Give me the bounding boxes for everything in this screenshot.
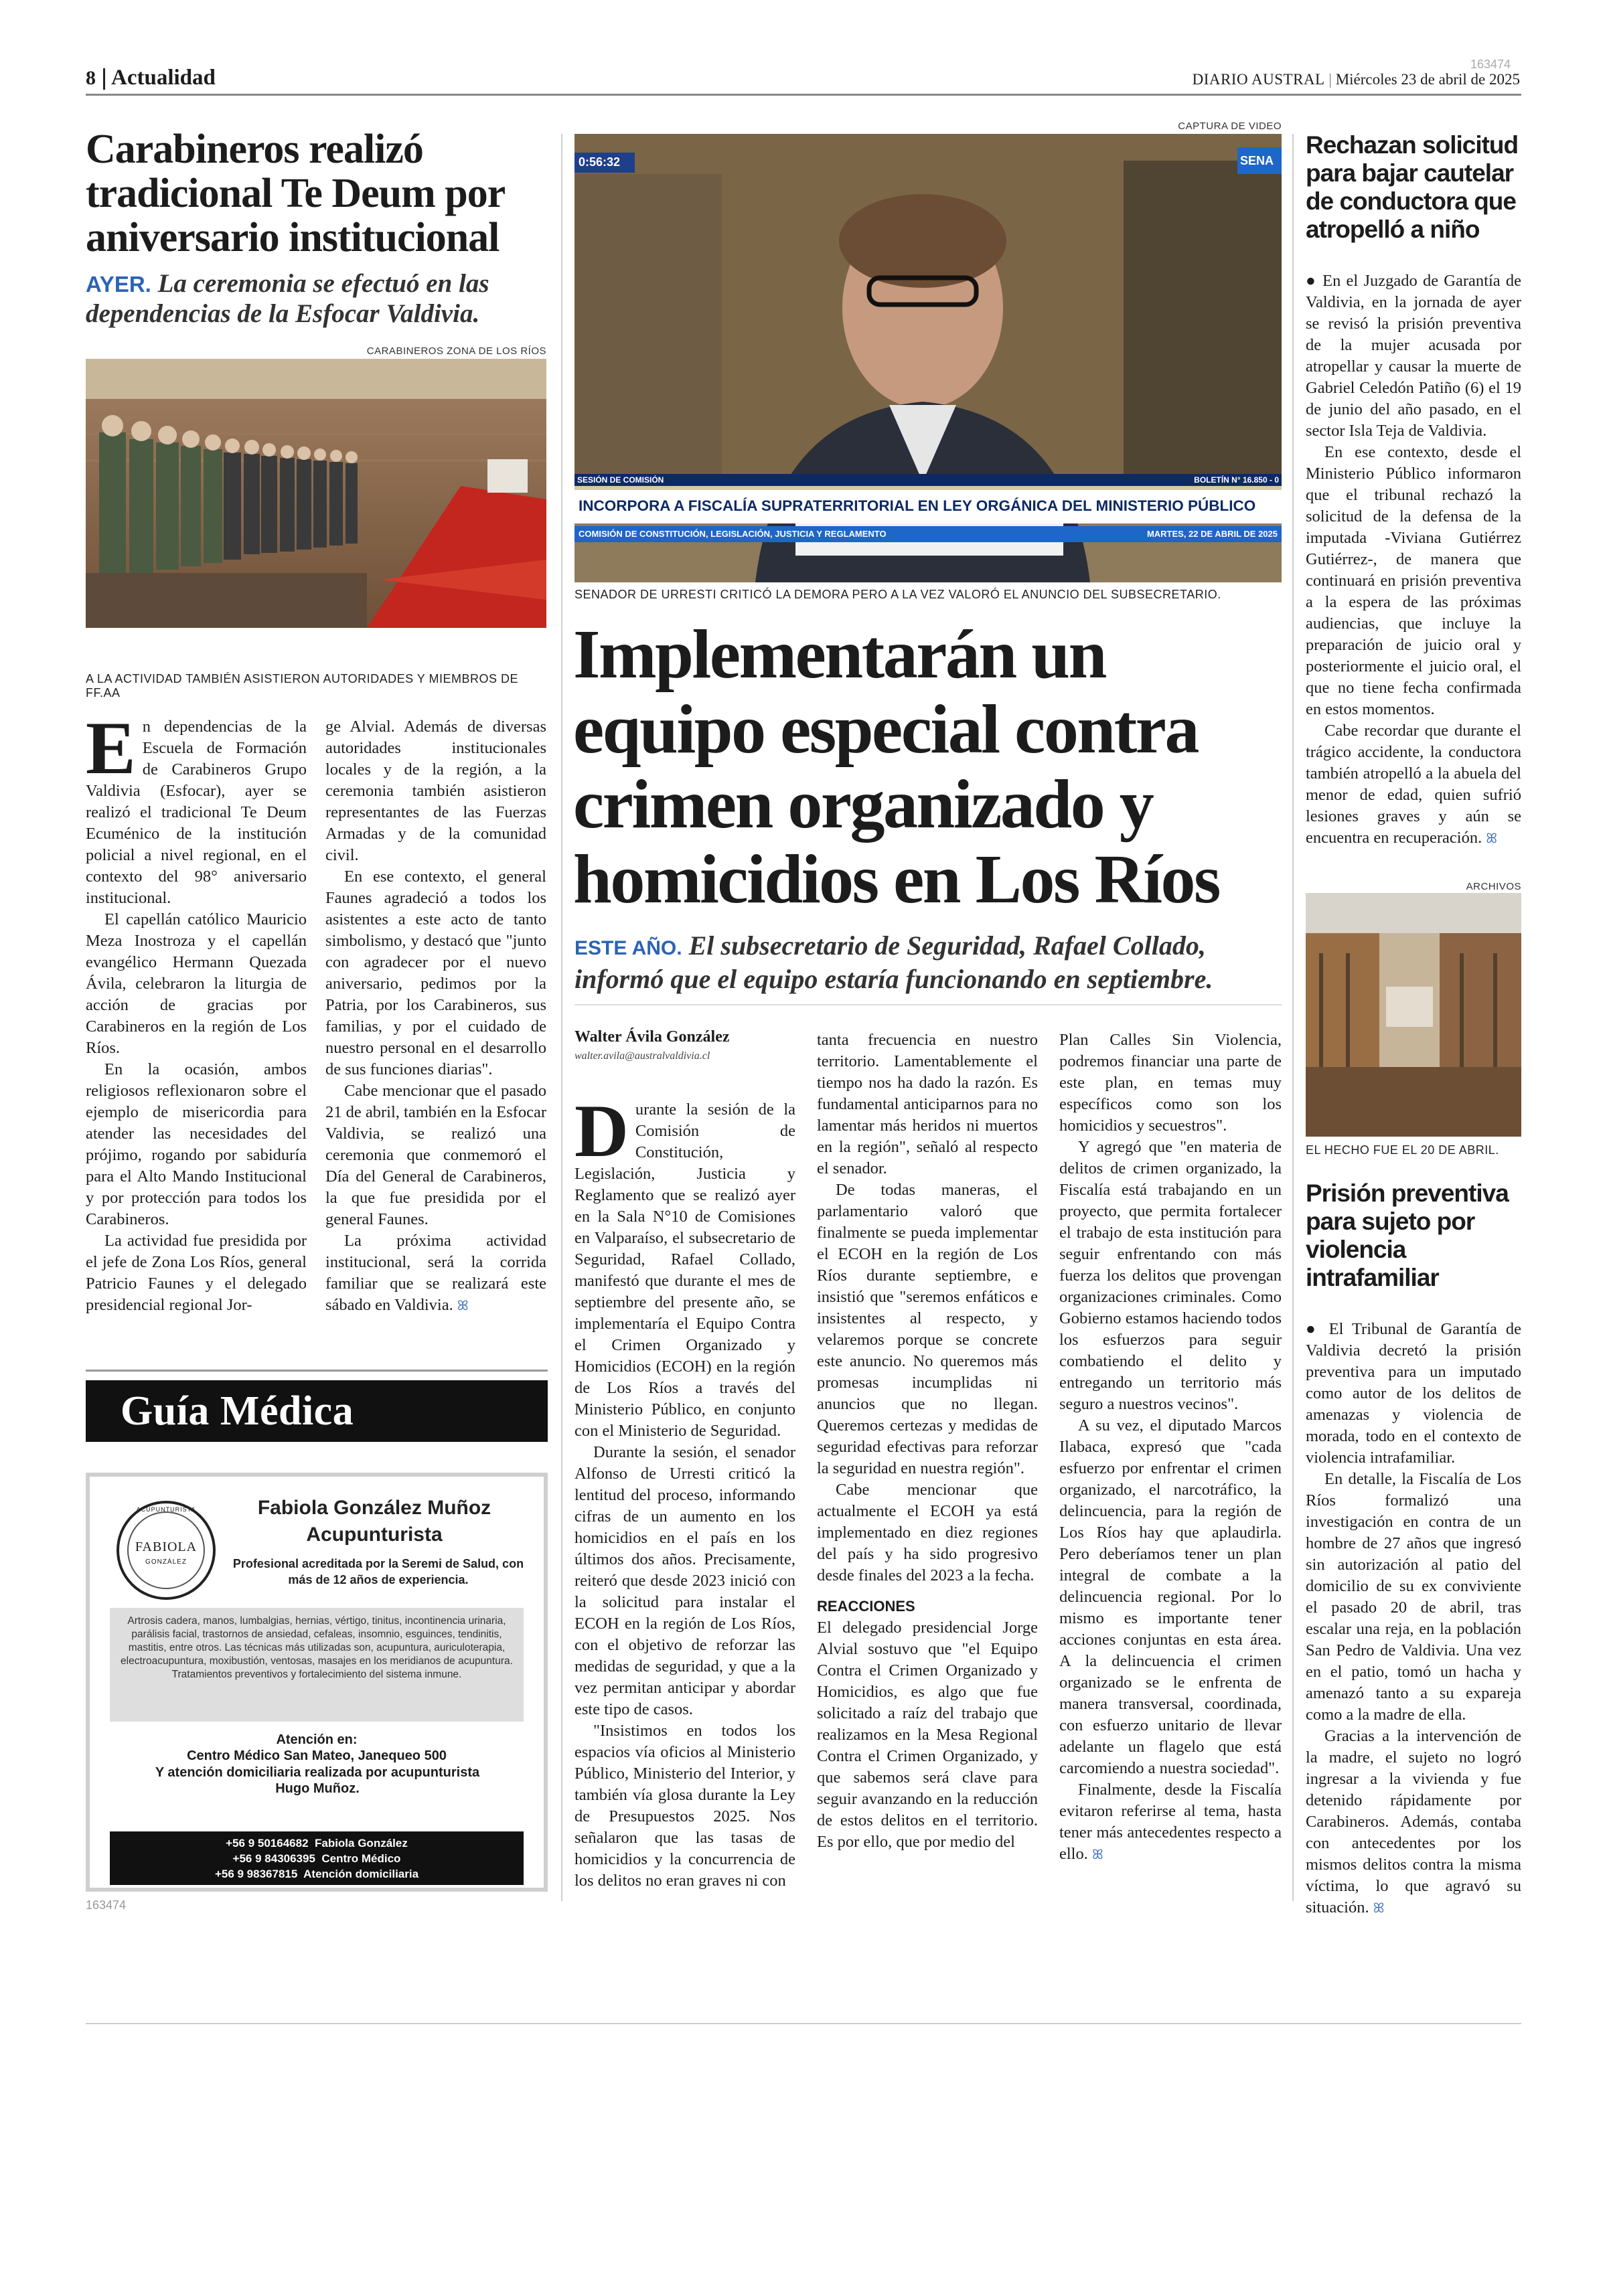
ad-profession: Acupunturista (306, 1524, 443, 1546)
page-number: 8 (86, 67, 96, 89)
left-article-col2 (325, 716, 546, 1317)
left-col2-p4 (325, 1230, 546, 1317)
left-col1-p4: La actividad fue presidida por el jefe de Zona Los Ríos, general Patricio Faunes y el delegado presidencial regional Jor- (86, 1232, 307, 1314)
ad-services (117, 1615, 517, 1682)
guia-banner-text: Guía Médica (121, 1388, 354, 1434)
left-col2-p4-text: La próxima actividad institucional, será la corrida familiar que se realizará este sábado en Valdivia. (325, 1232, 546, 1314)
right-photo-caption: EL HECHO FUE EL 20 DE ABRIL. (1306, 1143, 1499, 1157)
main-col1-p2: Durante la sesión, el senador Alfonso de Urresti criticó la lentitud del proceso, informando cifras de un aumento en los homicidios en el país en los últimos dos años. Precisamente, reiteró que desde 2023 inició con la solicitud para instalar el ECOH en la región de Los Ríos, con el objetivo de reforzar las medidas de seguridad, y que a la vez permitan anticipar y abordar este tipo de casos. (575, 1443, 795, 1718)
section-name: Actualidad (111, 66, 216, 90)
tv-committee: COMISIÓN DE CONSTITUCIÓN, LEGISLACIÓN, JUSTICIA Y REGLAMENTO (579, 529, 887, 539)
left-col1-p2: El capellán católico Mauricio Meza Inostroza y el capellán evangélico Hermann Quezada Ávila, celebraron la liturgia de acción de gracias por Carabineros en la región de Los Ríos. (86, 910, 307, 1057)
main-byline-block (575, 1028, 795, 1062)
ad-logo (117, 1501, 216, 1600)
left-drop-cap: E (86, 707, 136, 790)
main-deck: El subsecretario de Seguridad, Rafael Collado, informó que el equipo estaría funcionando en septiembre. (575, 930, 1213, 994)
tv-session: SESIÓN DE COMISIÓN (577, 475, 664, 485)
main-col1-p1: urante la sesión de la Comisión de Constitución, Legislación, Justicia y Reglamento que se realizó ayer en la Sala N°10 de Comisiones en Valparaíso, el subsecretario de Seguridad, Rafael Collado, manifestó que durante el mes de septiembre del presente año, se implementaría el Equipo Contra el Crimen Organizado y Homicidios (ECOH) en la región de Los Ríos a través del Ministerio Público, en conjunto con el Ministerio de Seguridad. (575, 1100, 795, 1440)
main-col2-p1: tanta frecuencia en nuestro territorio. Lamentablemente el tiempo nos ha dado la razón. Es fundamental anticiparnos para no lamentar más heridos ni muertos en la región", señaló al respecto el senador. (817, 1031, 1038, 1177)
right-bottom-p1 (1306, 1319, 1521, 1469)
main-col2-p2: De todas maneras, el parlamentario valoró que finalmente se pueda implementar el ECOH en la región de Los Ríos durante septiembre, e insistió que "seremos enfáticos e insistentes al respecto, y velaremos porque se concrete este anuncio. No queremos más promesas incumplidas ni anuncios que no llegan. Queremos certezas y medidas de seguridad efectivas para reforzar la seguridad en nuestra región". (817, 1181, 1038, 1477)
ad-services-text2: Tratamientos preventivos y fortalecimiento del sistema inmune. (171, 1669, 462, 1680)
main-col2-p4: El delegado presidencial Jorge Alvial sostuvo que "el Equipo Contra el Crimen Organizado y Homicidios, es algo que fue solicitado a raíz del trabajo que realizamos en la Mesa Regional Contra el Crimen Organizado, y que sabemos será clave para seguir avanzando en la reducción de estos delitos en el territorio. Es por ello, que por medio del (817, 1619, 1038, 1851)
right-bottom-body (1306, 1319, 1521, 1919)
right-top-title: Rechazan solicitud para bajar cautelar de conductora que atropelló a niño (1306, 131, 1519, 243)
end-mark-icon: ꕤ (1092, 1848, 1103, 1862)
bullet-icon: ● (1306, 272, 1317, 290)
left-article-title: Carabineros realizó tradicional Te Deum por aniversario institucional (86, 127, 505, 260)
left-col2-p1: ge Alvial. Además de diversas autoridades institucionales locales y de la región, a la ceremonia también asistieron representantes de las Fuerzas Armadas y de la comunidad civil. (325, 718, 546, 864)
main-col3-p1: Plan Calles Sin Violencia, podremos financiar una parte de este plan, en temas muy específicos como son los homicidios y secuestros". (1059, 1031, 1282, 1135)
tv-headline: INCORPORA A FISCALÍA SUPRATERRITORIAL EN LEY ORGÁNICA DEL MINISTERIO PÚBLICO (579, 497, 1256, 514)
ad-logo-ring-text: ACUPUNTURISTA (136, 1506, 196, 1513)
left-col1-p1: n dependencias de la Escuela de Formación de Carabineros Grupo Valdivia (Esfocar), ayer se realizó el tradicional Te Deum Ecuménico de la institución policial a nivel regional, en el contexto del 98° aniversario institucional. (86, 718, 307, 907)
ad-accreditation: Profesional acreditada por la Seremi de Salud, con más de 12 años de experiencia. (232, 1557, 524, 1586)
end-mark-icon: ꕤ (1486, 831, 1497, 846)
guia-top-rule (86, 1370, 548, 1372)
ad-attention-line1: Centro Médico San Mateo, Janequeo 500 (187, 1748, 447, 1763)
ad-attention-title: Atención en: (276, 1732, 358, 1747)
senate-video-graphic (575, 134, 1282, 582)
divider-right (1292, 134, 1294, 1901)
left-col1-p3: En la ocasión, ambos religiosos reflexionaron sobre el ejemplo de misericordia para atender las necesidades del prójimo, rogando por sabiduría para el Alto Mando Institucional y por protección para todos los Carabineros. (86, 1060, 307, 1228)
left-col2-p3: Cabe mencionar que el pasado 21 de abril, también en la Esfocar Valdivia, se realizó una ceremonia que conmemoró el Día del General de Carabineros, la que fue presidida por el general Faunes. (325, 1082, 546, 1228)
tv-bulletin: BOLETÍN N° 16.850 - 0 (1194, 475, 1279, 485)
right-top-p2: En ese contexto, desde el Ministerio Público informaron que el tribunal rechazó la solicitud de la defensa de la imputada -Viviana Gutiérrez Gutiérrez-, de manera que continuará en prisión preventiva a la espera de las próximas audiencias, que incluye la preparación de juicio oral y posteriormente el juicio oral, el que no tiene fecha confirmada en estos momentos. (1306, 443, 1521, 718)
ad-name: Fabiola González Muñoz (257, 1497, 491, 1519)
right-bottom-p3-text: Gracias a la intervención de la madre, el sujeto no logró ingresar a la vivienda y fue detenido rápidamente por Carabineros. Además, contaba con antecedentes por los mismos delitos contra la misma víctima, lo que agravó su situación. (1306, 1727, 1521, 1916)
bullet-icon: ● (1306, 1320, 1320, 1338)
left-deck: La ceremonia se efectuó en las dependencias de la Esfocar Valdivia. (86, 269, 489, 328)
main-col3-p2: Y agregó que "en materia de delitos de crimen organizado, la Fiscalía está trabajando en un proyecto, que permita fortalecer el trabajo de esta institución para seguir enfrentando con más fuerza los delitos que provengan organizaciones criminales. Como Gobierno estamos haciendo todos los esfuerzos para seguir combatiendo el delito y entregando un territorio más seguro a nuestros vecinos". (1059, 1138, 1282, 1413)
courtroom-graphic (1306, 893, 1521, 1137)
paper-name: DIARIO AUSTRAL (1192, 71, 1325, 88)
right-photo-credit: ARCHIVOS (1466, 881, 1521, 892)
right-bottom-p2: En detalle, la Fiscalía de Los Ríos formalizó una investigación en contra de un hombre de 27 años que ingresó sin autorización al patio del domicilio de su ex conviviente el pasado 20 de abril, tras escalar una reja, en la población San Pedro de Valdivia. Una vez en el patio, tomó un hacha y amenazó tanto a su expareja como a la madre de ella. (1306, 1470, 1521, 1724)
left-photo-credit: CARABINEROS ZONA DE LOS RÍOS (366, 345, 546, 357)
ceremony-photo (86, 359, 546, 628)
ad-logo-sub: GONZÁLEZ (145, 1558, 187, 1566)
right-top-p1 (1306, 270, 1521, 442)
courtroom-photo (1306, 893, 1521, 1137)
ad-phone-box (110, 1831, 524, 1885)
tv-time: 0:56:32 (579, 155, 621, 169)
main-article-deck (575, 930, 1284, 995)
right-top-p1-text: En el Juzgado de Garantía de Valdivia, en la jornada de ayer se revisó la prisión preventiva de la mujer acusada por atropellar y causar la muerte de Gabriel Celedón Patiño (6) el 19 de junio del año pasado, en el sector Isla Teja de Valdivia. (1306, 272, 1521, 440)
main-article-title: Implementarán un equipo especial contra crimen organizado y homicidios en Los Ríos (573, 616, 1219, 918)
footer-rule (86, 2023, 1521, 2024)
left-col2-p2: En ese contexto, el general Faunes agradeció a todos los asistentes a este acto de tanto simbolismo, y destacó que "junto con agradecer por el nuevo aniversario, pedimos por la Patria, por los Carabineros, sus familias, y por el cuidado de nuestro personal en el desarrollo de sus funciones diarias". (325, 868, 546, 1078)
tv-date: MARTES, 22 DE ABRIL DE 2025 (1146, 529, 1278, 539)
header-code: 163474 (1470, 58, 1511, 71)
ad-phone-1: +56 9 50164682 Fabiola González (226, 1837, 408, 1850)
main-col2-p3: Cabe mencionar que actualmente el ECOH ya está implementado en diez regiones del país y ha sido progresivo desde finales del 2023 a la fecha. (817, 1481, 1038, 1584)
ad-logo-text: FABIOLA (135, 1540, 198, 1554)
guia-code: 163474 (86, 1898, 127, 1912)
left-kicker: AYER. (86, 272, 151, 297)
header-date: Miércoles 23 de abril de 2025 (1335, 71, 1520, 88)
main-col3-p4-text: Finalmente, desde la Fiscalía evitaron referirse al tema, hasta tener más antecedentes respecto a ello. (1059, 1781, 1282, 1863)
end-mark-icon: ꕤ (457, 1299, 469, 1313)
right-bottom-title: Prisión preventiva para sujeto por violencia intrafamiliar (1306, 1179, 1509, 1291)
main-photo-caption: SENADOR DE URRESTI CRITICÓ LA DEMORA PERO A LA VEZ VALORÓ EL ANUNCIO DEL SUBSECRETARIO. (575, 588, 1221, 601)
ad-phone-2: +56 9 84306395 Centro Médico (232, 1852, 401, 1865)
divider-left (561, 134, 562, 1901)
medical-ad (86, 1473, 548, 1892)
ad-attention-line2: Y atención domiciliaria realizada por acupunturista Hugo Muñoz. (155, 1765, 480, 1796)
header-right (1193, 71, 1520, 88)
header-separator (103, 68, 105, 90)
main-kicker: ESTE AÑO. (575, 937, 682, 959)
header-rule (86, 94, 1521, 96)
main-col2 (817, 1030, 1038, 1853)
main-col1 (575, 1090, 795, 1892)
left-photo-caption: A LA ACTIVIDAD TAMBIÉN ASISTIERON AUTORIDADES Y MIEMBROS DE FF.AA (86, 672, 518, 700)
header-pipe: | (1328, 71, 1332, 88)
left-article-col1 (86, 707, 307, 1316)
main-col3 (1059, 1030, 1282, 1866)
main-photo-credit: CAPTURA DE VIDEO (1178, 120, 1282, 132)
tv-channel: SENA (1240, 154, 1274, 167)
right-bottom-p3 (1306, 1726, 1521, 1919)
right-top-p3-text: Cabe recordar que durante el trágico accidente, la conductora también atropelló a la abuela del menor de edad, quien sufrió lesiones graves y aún se encuentra en recuperación. (1306, 722, 1521, 847)
guia-banner (86, 1380, 548, 1442)
right-top-body (1306, 270, 1521, 849)
end-mark-icon: ꕤ (1373, 1901, 1385, 1916)
ad-services-text: Artrosis cadera, manos, lumbalgias, hernias, vértigo, tinitus, incontinencia urinaria, parálisis facial, trastornos de ansiedad, cefaleas, insomnio, esguinces, tendinitis, mastitis, entre otros. Las técnicas más utilizadas son, acupuntura, auriculoterapia, electroacupuntura, moxibustión, ventosas, masajes en los meridianos de acupuntura. (121, 1615, 513, 1667)
left-article-deck (86, 269, 554, 329)
ceremony-photo-graphic (86, 359, 546, 628)
main-col1-p3: "Insistimos en todos los espacios vía oficios al Ministerio Público, Ministerio del Interior, y también vía glosa durante la Ley de Presupuestos 2025. Nos señalaron que las tasas de homicidios y la concurrencia de los delitos no eran graves ni con (575, 1722, 795, 1890)
main-col2-subhead: REACCIONES (817, 1598, 915, 1615)
main-byline: Walter Ávila González (575, 1028, 730, 1046)
senate-video-capture (575, 134, 1282, 582)
main-col3-p3: A su vez, el diputado Marcos Ilabaca, expresó que "cada esfuerzo por enfrentar el crimen organizado, el narcotráfico, la delincuencia, para la región de Los Ríos hay que aplaudirla. Pero deberíamos tener un plan integral de combate a la delincuencia regional. Por lo mismo es importante tener acciones conjuntas en esta área. A la delincuencia el crimen organizado se le enfrenta de manera transversal, coordinada, con esfuerzo unitario de llevar adelante un flagelo que está carcomiendo a nuestra sociedad". (1059, 1416, 1282, 1777)
main-drop-cap: D (575, 1090, 629, 1173)
right-top-p3 (1306, 720, 1521, 849)
main-email: walter.avila@australvaldivia.cl (575, 1050, 710, 1062)
right-bottom-p1-text: El Tribunal de Garantía de Valdivia decretó la prisión preventiva para un imputado como autor de los delitos de amenazas y violencia de morada, todo en el contexto de violencia intrafamiliar. (1306, 1320, 1521, 1467)
ad-phone-3: +56 9 98367815 Atención domiciliaria (214, 1868, 419, 1880)
main-deck-rule (575, 1004, 1282, 1005)
main-col3-p4 (1059, 1779, 1282, 1866)
